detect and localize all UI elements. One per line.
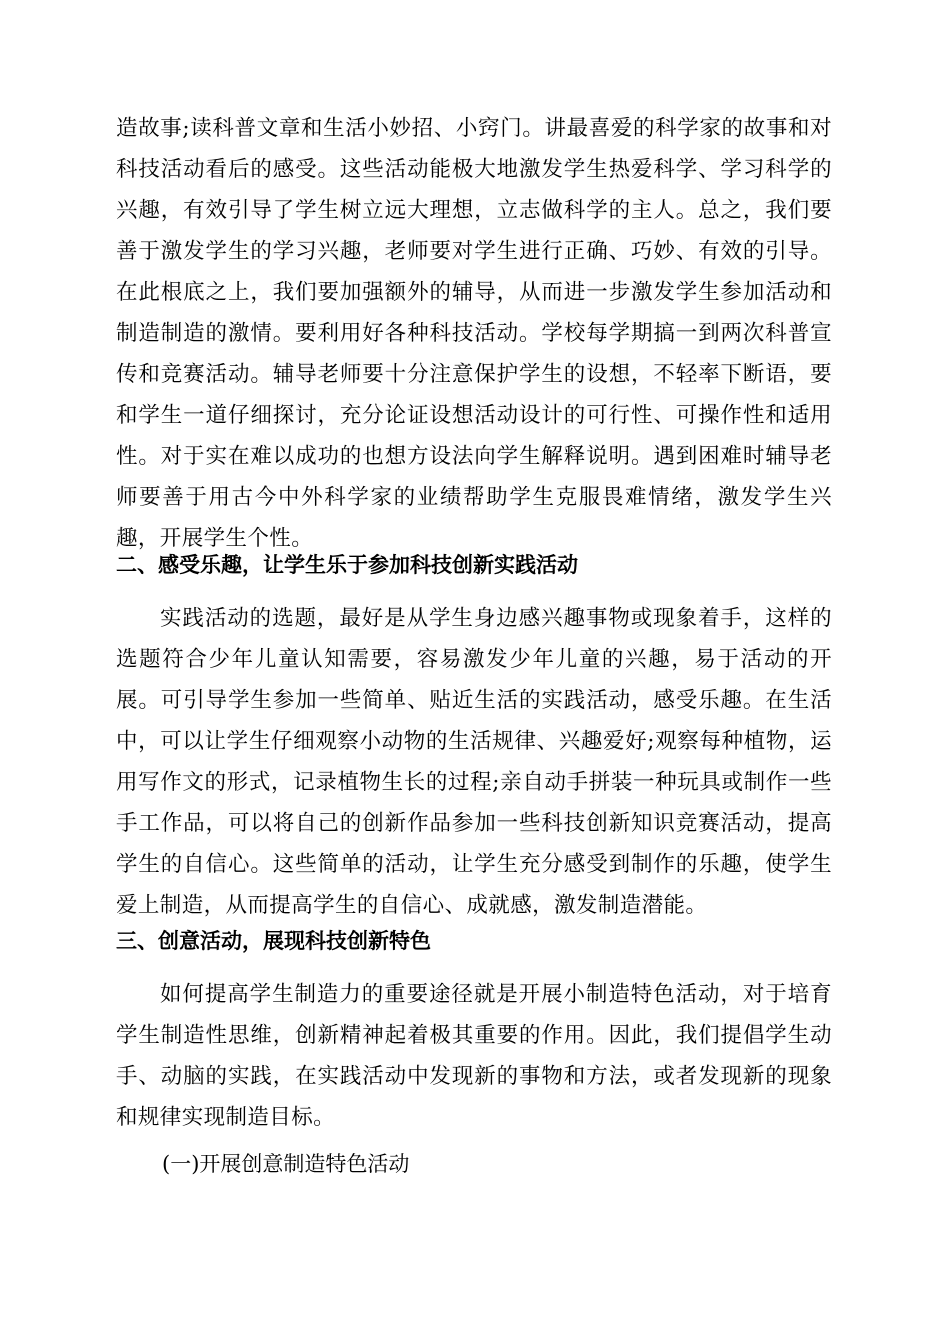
section-heading-3: 三、创意活动，展现科技创新特色 xyxy=(116,929,431,953)
section-heading-2: 二、感受乐趣，让学生乐于参加科技创新实践活动 xyxy=(116,553,578,577)
body-paragraph-1: 造故事;读科普文章和生活小妙招、小窍门。讲最喜爱的科学家的故事和对科技活动看后的感受。这些活动能极大地激发学生热爱科学、学习科学的兴趣，有效引导了学生树立远大理想，立志做科学的主人。总之，我们要善于激发学生的学习兴趣，老师要对学生进行正确、巧妙、有效的引导。在此根底之上，我们要加强额外的辅导，从而进一步激发学生参加活动和制造制造的激情。要利用好各种科技活动。学校每学期搞一到两次科普宣传和竞赛活动。辅导老师要十分注意保护学生的设想，不轻率下断语，要和学生一道仔细探讨，充分论证设想活动设计的可行性、可操作性和适用性。对于实在难以成功的也想方设法向学生解释说明。遇到困难时辅导老师要善于用古今中外科学家的业绩帮助学生克服畏难情绪，激发学生兴趣，开展学生个性。 xyxy=(116,116,832,551)
body-paragraph-2: 实践活动的选题，最好是从学生身边感兴趣事物或现象着手，这样的选题符合少年儿童认知需要，容易激发少年儿童的兴趣，易于活动的开展。可引导学生参加一些简单、贴近生活的实践活动，感受乐趣。在生活中，可以让学生仔细观察小动物的生活规律、兴趣爱好;观察每种植物，运用写作文的形式，记录植物生长的过程;亲自动手拼装一种玩具或制作一些手工作品，可以将自己的创新作品参加一些科技创新知识竞赛活动，提高学生的自信心。这些简单的活动，让学生充分感受到制作的乐趣，使学生爱上制造，从而提高学生的自信心、成就感，激发制造潜能。 xyxy=(116,606,832,918)
subsection-heading-1: (一)开展创意制造特色活动 xyxy=(162,1152,410,1176)
body-paragraph-3: 如何提高学生制造力的重要途径就是开展小制造特色活动，对于培育学生制造性思维，创新精神起着极其重要的作用。因此，我们提倡学生动手、动脑的实践，在实践活动中发现新的事物和方法，或者发现新的现象和规律实现制造目标。 xyxy=(116,982,832,1130)
